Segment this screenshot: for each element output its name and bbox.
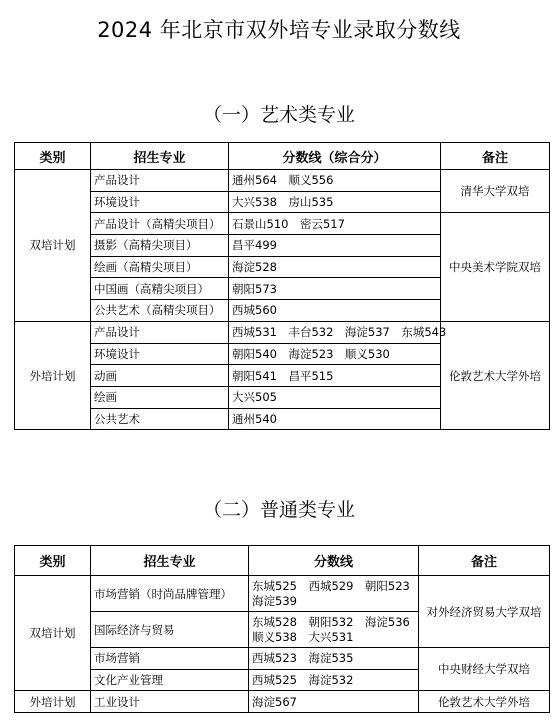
score-cell: 朝阳540 海淀523 顺义530 xyxy=(229,343,441,365)
score-cell: 西城525 海淀532 xyxy=(249,669,419,691)
header-major: 招生专业 xyxy=(91,143,229,170)
score-cell: 海淀528 xyxy=(229,256,441,278)
score-cell: 昌平499 xyxy=(229,235,441,257)
major-cell: 动画 xyxy=(91,365,229,387)
note-cell: 中央美术学院双培 xyxy=(441,213,550,321)
score-cell: 西城523 海淀535 xyxy=(249,648,419,670)
score-cell: 东城525 西城529 朝阳523 海淀539 xyxy=(249,576,419,612)
note-cell: 伦敦艺术大学外培 xyxy=(441,321,550,429)
header-note: 备注 xyxy=(441,143,550,170)
major-cell: 产品设计 xyxy=(91,170,229,192)
score-cell: 通州540 xyxy=(229,408,441,430)
major-cell: 摄影（高精尖项目） xyxy=(91,235,229,257)
art-score-table xyxy=(14,142,550,430)
major-cell: 市场营销（时尚品牌管理） xyxy=(91,576,249,612)
major-cell: 产品设计（高精尖项目） xyxy=(91,213,229,235)
major-cell: 绘画 xyxy=(91,386,229,408)
header-category: 类别 xyxy=(15,546,91,576)
category-cell: 双培计划 xyxy=(15,170,91,322)
table-header-row xyxy=(15,143,550,170)
score-cell: 大兴505 xyxy=(229,386,441,408)
page-title: 2024 年北京市双外培专业录取分数线 xyxy=(97,18,461,42)
score-cell: 大兴538 房山535 xyxy=(229,191,441,213)
table-row xyxy=(15,576,550,612)
header-category: 类别 xyxy=(15,143,91,170)
note-cell: 中央财经大学双培 xyxy=(419,648,550,691)
score-cell: 海淀567 xyxy=(249,691,419,713)
score-cell: 西城560 xyxy=(229,300,441,322)
table-row xyxy=(15,691,550,713)
note-cell: 对外经济贸易大学双培 xyxy=(419,576,550,648)
table-row xyxy=(15,648,550,670)
category-cell: 外培计划 xyxy=(15,691,91,713)
major-cell: 公共艺术 xyxy=(91,408,229,430)
major-cell: 国际经济与贸易 xyxy=(91,612,249,648)
major-cell: 产品设计 xyxy=(91,321,229,343)
category-cell: 外培计划 xyxy=(15,321,91,429)
score-cell: 东城528 朝阳532 海淀536 顺义538 大兴531 xyxy=(249,612,419,648)
major-cell: 市场营销 xyxy=(91,648,249,670)
header-note: 备注 xyxy=(419,546,550,576)
category-cell: 双培计划 xyxy=(15,576,91,691)
score-cell: 石景山510 密云517 xyxy=(229,213,441,235)
header-major: 招生专业 xyxy=(91,546,249,576)
table-header-row xyxy=(15,546,550,576)
major-cell: 环境设计 xyxy=(91,191,229,213)
section-title-general: （二）普通类专业 xyxy=(202,499,355,521)
section-title-art: （一）艺术类专业 xyxy=(202,104,355,126)
table-row xyxy=(15,213,550,235)
table-row xyxy=(15,170,550,192)
major-cell: 中国画（高精尖项目） xyxy=(91,278,229,300)
header-score: 分数线（综合分） xyxy=(229,143,441,170)
score-cell: 西城531 丰台532 海淀537 东城543 xyxy=(229,321,441,343)
table-row xyxy=(15,321,550,343)
header-score: 分数线 xyxy=(249,546,419,576)
major-cell: 文化产业管理 xyxy=(91,669,249,691)
score-cell: 朝阳541 昌平515 xyxy=(229,365,441,387)
note-cell: 伦敦艺术大学外培 xyxy=(419,691,550,713)
score-cell: 通州564 顺义556 xyxy=(229,170,441,192)
note-cell: 清华大学双培 xyxy=(441,170,550,213)
major-cell: 绘画（高精尖项目） xyxy=(91,256,229,278)
general-score-table xyxy=(14,545,550,713)
major-cell: 环境设计 xyxy=(91,343,229,365)
major-cell: 公共艺术（高精尖项目） xyxy=(91,300,229,322)
score-cell: 朝阳573 xyxy=(229,278,441,300)
major-cell: 工业设计 xyxy=(91,691,249,713)
